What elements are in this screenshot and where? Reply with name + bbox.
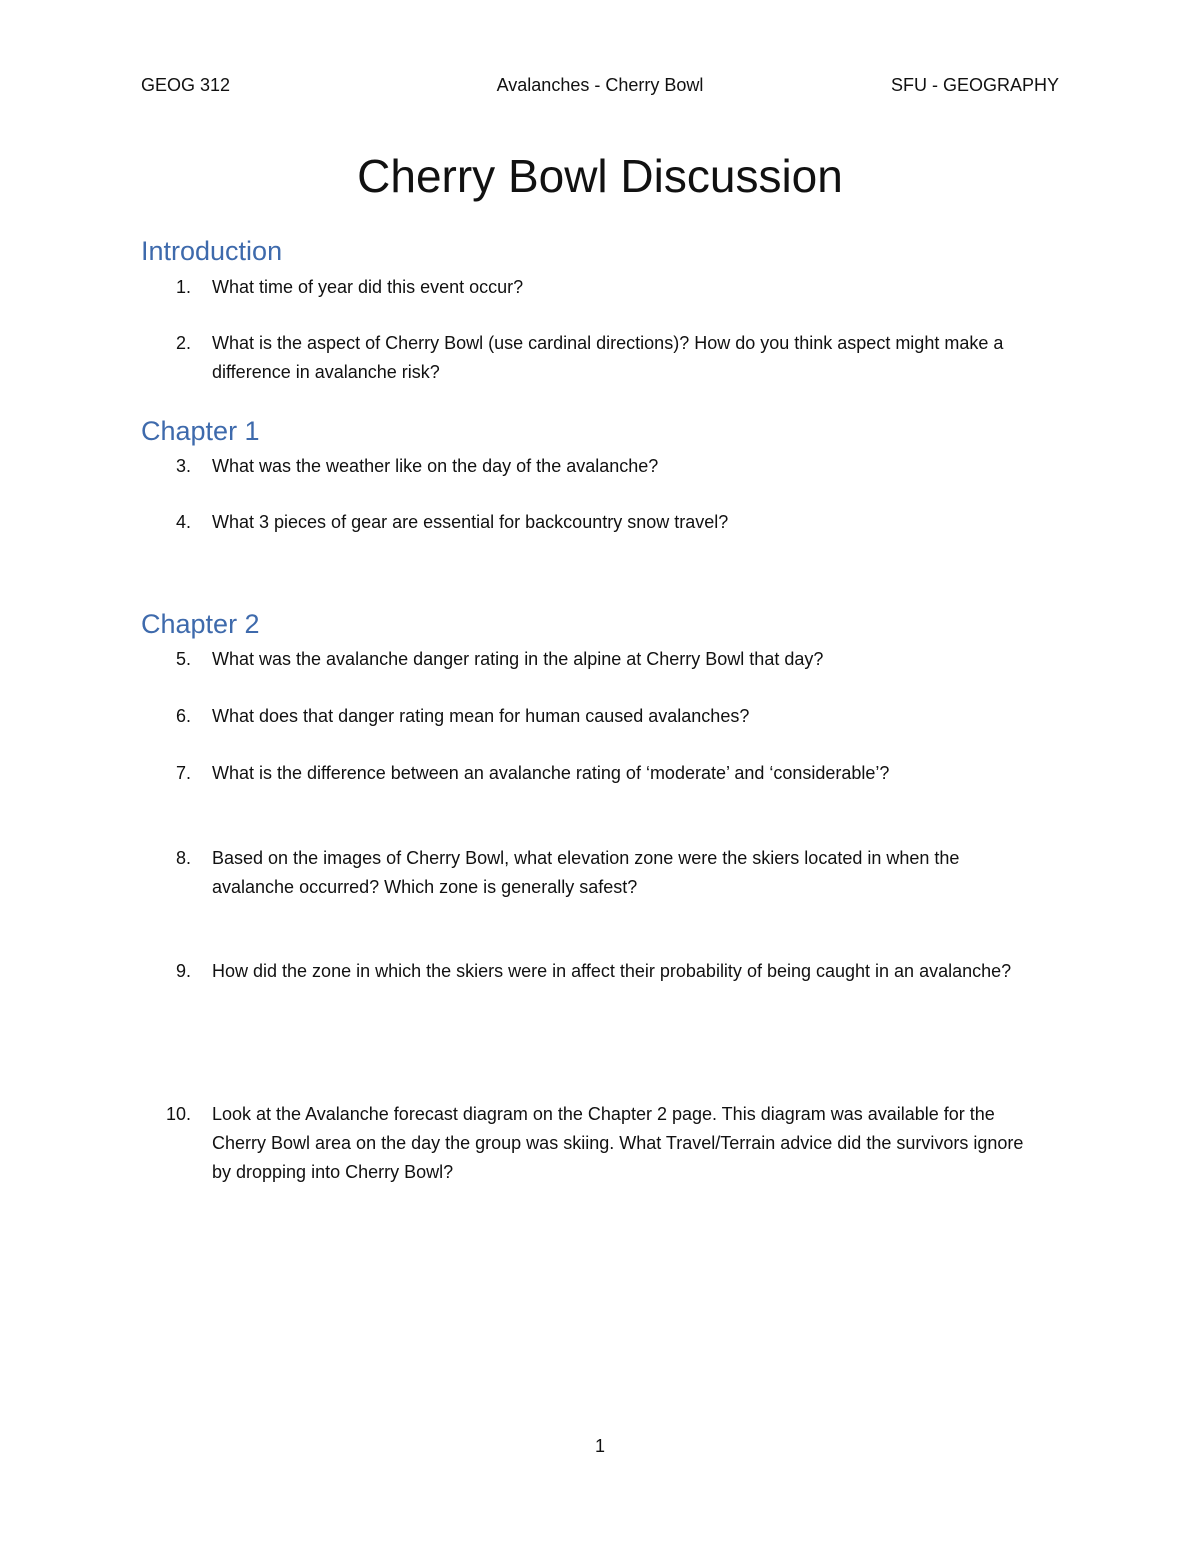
header-document-topic: Avalanches - Cherry Bowl [496, 75, 704, 95]
question-text: What was the weather like on the day of the avalanche? [212, 456, 659, 476]
question-text: How did the zone in which the skiers were in affect their probability of being caught in an avalanche? [212, 961, 1012, 981]
question-number: 9. [176, 961, 192, 981]
question-text: What is the difference between an avalanche rating of ‘moderate’ and ‘considerable’? [212, 763, 890, 783]
section-heading-introduction: Introduction [141, 236, 283, 266]
question-number: 2. [176, 333, 192, 353]
question-number: 4. [176, 512, 192, 532]
question-number: 10. [166, 1104, 192, 1124]
question-text: What is the aspect of Cherry Bowl (use cardinal directions)? How do you think aspect might make a difference in avalanche risk? [212, 333, 1004, 382]
question-number: 6. [176, 706, 192, 726]
question-number: 7. [176, 763, 192, 783]
question-text: What does that danger rating mean for human caused avalanches? [212, 706, 750, 726]
header-department: SFU - GEOGRAPHY [890, 75, 1059, 95]
section-heading-chapter-2: Chapter 2 [141, 609, 260, 639]
question-number: 1. [176, 277, 192, 297]
question-number: 5. [176, 649, 192, 669]
section-heading-chapter-1: Chapter 1 [141, 416, 260, 446]
page-header [141, 72, 1059, 98]
header-course-code: GEOG 312 [141, 75, 231, 95]
page-number: 1 [594, 1436, 605, 1456]
question-text: What 3 pieces of gear are essential for backcountry snow travel? [212, 512, 729, 532]
question-text: Look at the Avalanche forecast diagram on the Chapter 2 page. This diagram was available for the Cherry Bowl area on the day the group was skiing. What Travel/Terrain advice did the survivors ignore by dropping into Cherry Bowl? [212, 1104, 1024, 1182]
question-text: What was the avalanche danger rating in the alpine at Cherry Bowl that day? [212, 649, 824, 669]
question-number: 8. [176, 848, 192, 868]
question-text: What time of year did this event occur? [212, 277, 524, 297]
question-number: 3. [176, 456, 192, 476]
question-text: Based on the images of Cherry Bowl, what elevation zone were the skiers located in when the avalanche occurred? Which zone is generally safest? [212, 848, 960, 897]
document-title: Cherry Bowl Discussion [357, 150, 843, 202]
